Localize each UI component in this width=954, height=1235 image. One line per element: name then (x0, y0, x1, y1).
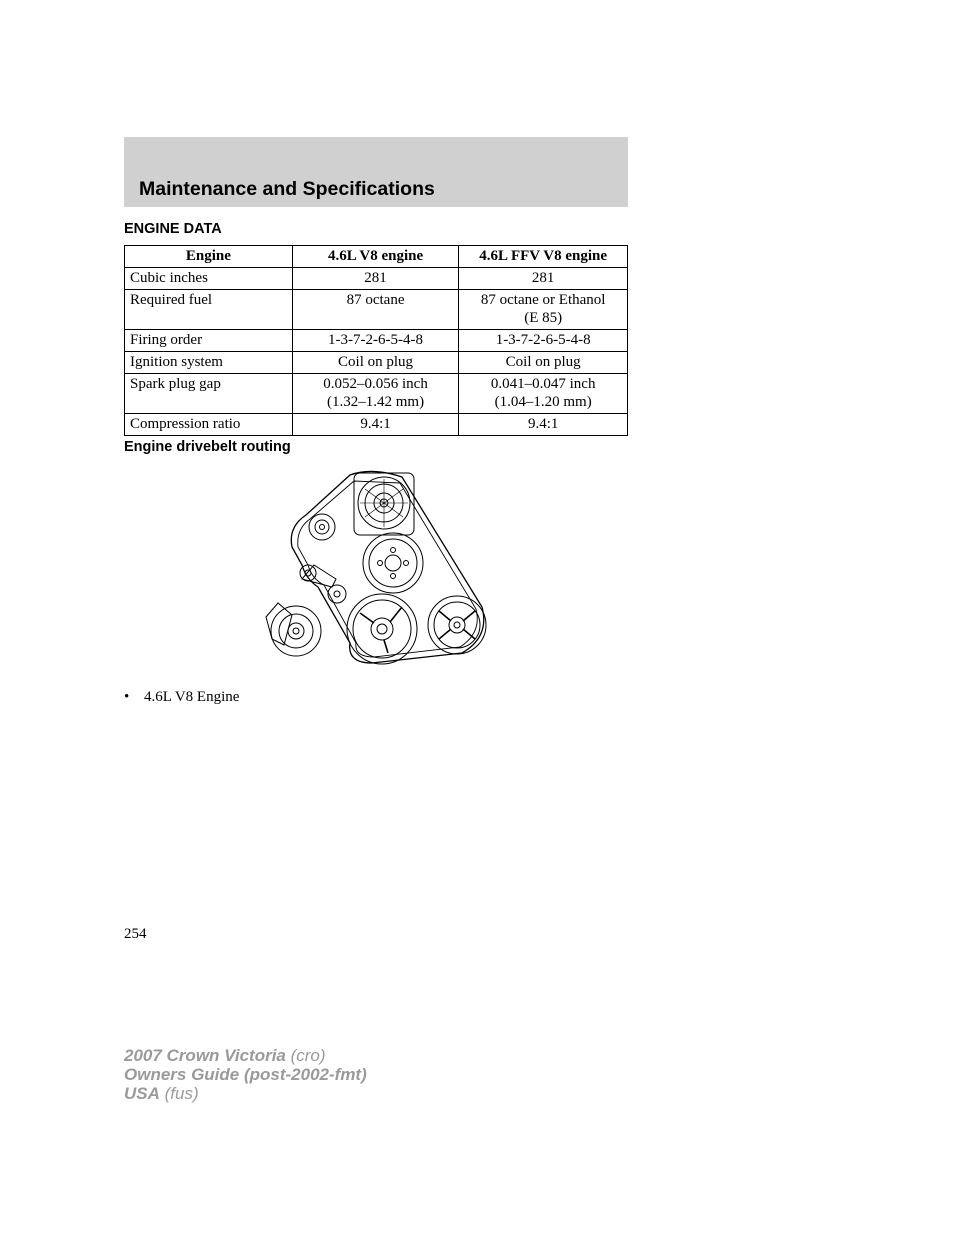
engine-data-table (124, 245, 628, 436)
row-label: Spark plug gap (125, 374, 293, 414)
cell-value: Coil on plug (292, 352, 459, 374)
table-row (125, 330, 628, 352)
table-row (125, 268, 628, 290)
crankshaft-pulley (347, 594, 417, 664)
table-row (125, 414, 628, 436)
document-footer (124, 1046, 367, 1103)
section-title: Maintenance and Specifications (139, 178, 435, 200)
drivebelt-heading: Engine drivebelt routing (124, 439, 291, 455)
table-header-row (125, 246, 628, 268)
footer-model: 2007 Crown Victoria (124, 1046, 286, 1065)
cell-value: 0.052–0.056 inch (1.32–1.42 mm) (292, 374, 459, 414)
water-pump-pulley (363, 533, 423, 593)
bullet-text: 4.6L V8 Engine (144, 689, 240, 705)
cell-value: 281 (292, 268, 459, 290)
cell-value: 87 octane (292, 290, 459, 330)
table-row (125, 290, 628, 330)
cell-value: 87 octane or Ethanol (E 85) (459, 290, 628, 330)
footer-guide: Owners Guide (post-2002-fmt) (124, 1065, 367, 1084)
cell-value: 9.4:1 (292, 414, 459, 436)
page-number: 254 (124, 926, 147, 942)
bullet-item (124, 689, 239, 706)
table-row (125, 352, 628, 374)
row-label: Compression ratio (125, 414, 293, 436)
cell-value: 1-3-7-2-6-5-4-8 (459, 330, 628, 352)
row-label: Required fuel (125, 290, 293, 330)
footer-market: USA (124, 1084, 160, 1103)
cell-value: Coil on plug (459, 352, 628, 374)
drivebelt-routing-diagram (262, 467, 488, 667)
engine-data-heading: ENGINE DATA (124, 221, 222, 237)
cell-value: 281 (459, 268, 628, 290)
row-label: Cubic inches (125, 268, 293, 290)
footer-model-code: (cro) (290, 1046, 326, 1065)
table-row (125, 374, 628, 414)
column-header: 4.6L FFV V8 engine (459, 246, 628, 268)
footer-market-code: (fus) (164, 1084, 199, 1103)
row-label: Ignition system (125, 352, 293, 374)
bullet-dot: • (124, 689, 130, 705)
column-header: 4.6L V8 engine (292, 246, 459, 268)
row-label: Firing order (125, 330, 293, 352)
power-steering-pulley (428, 596, 486, 654)
cell-value: 9.4:1 (459, 414, 628, 436)
idler-pulley (309, 514, 335, 540)
ac-compressor-pulley (266, 603, 321, 656)
column-header: Engine (125, 246, 293, 268)
cell-value: 1-3-7-2-6-5-4-8 (292, 330, 459, 352)
cell-value: 0.041–0.047 inch (1.04–1.20 mm) (459, 374, 628, 414)
